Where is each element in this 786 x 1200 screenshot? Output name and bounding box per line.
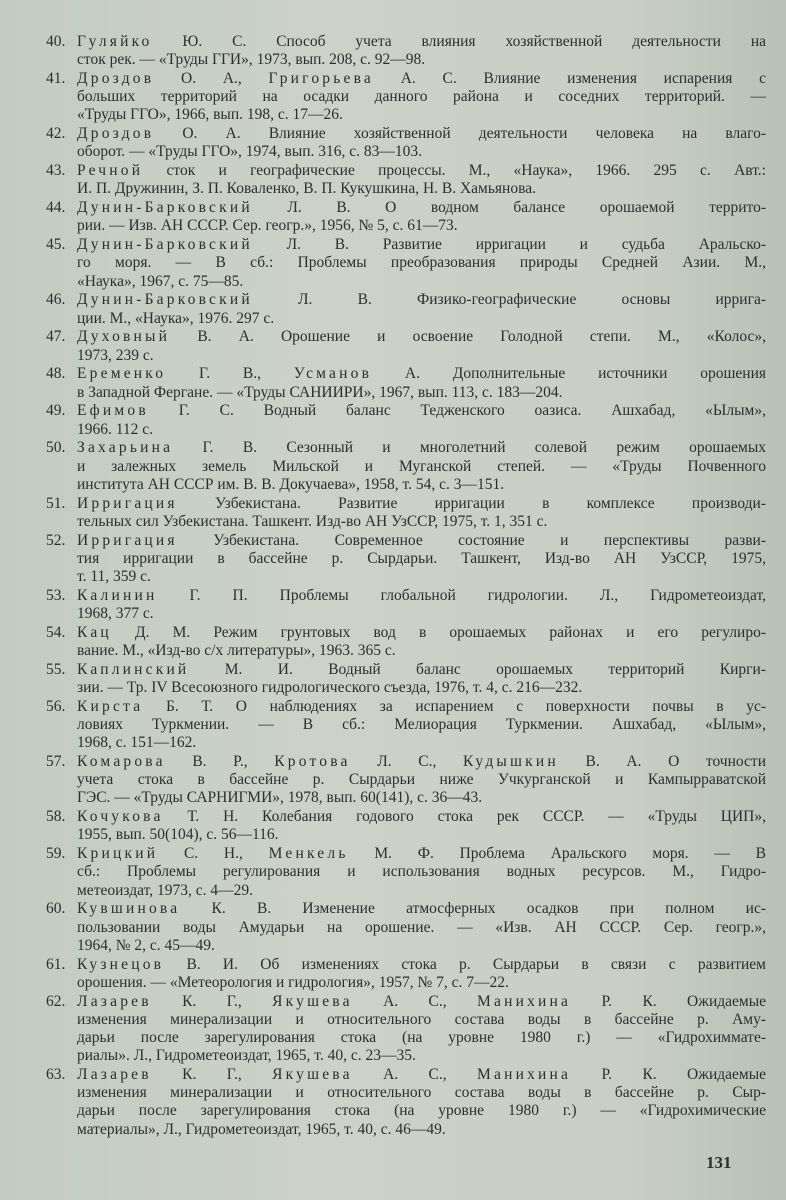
entry-author: Гуляйко bbox=[77, 33, 153, 50]
bibliography-entry bbox=[46, 402, 766, 438]
bibliography-entry bbox=[46, 495, 766, 531]
entry-number: 59. bbox=[46, 845, 66, 863]
bibliography-list bbox=[46, 33, 766, 1139]
entry-text: Л. В. О водном балансе орошаемой террито- bbox=[252, 199, 766, 217]
entry-line bbox=[77, 365, 766, 383]
bibliography-entry bbox=[46, 33, 766, 69]
entry-text: сток и географические процессы. М., «Наука», 1966. 295 с. Авт.: bbox=[143, 162, 766, 180]
entry-line bbox=[77, 587, 766, 605]
entry-text: Г. В., bbox=[166, 365, 294, 383]
entry-line: «Труды ГГО», 1966, вып. 198, с. 17—26. bbox=[77, 106, 343, 124]
entry-line bbox=[77, 845, 766, 863]
entry-line bbox=[77, 808, 766, 826]
entry-author: Речной bbox=[77, 162, 144, 180]
entry-text: В. А. О точности bbox=[558, 753, 766, 771]
entry-line: зии. — Тр. IV Всесоюзного гидрологического съезда, 1976, т. 4, с. 216—232. bbox=[77, 679, 583, 697]
entry-author: Усманов bbox=[293, 365, 373, 383]
bibliography-entry bbox=[46, 236, 766, 291]
entry-text: В. Р., bbox=[165, 753, 275, 771]
entry-author: Григорьева bbox=[268, 70, 374, 87]
page-number: 131 bbox=[706, 1153, 732, 1172]
bibliography-entry bbox=[46, 328, 766, 364]
entry-line: 1964, № 2, с. 45—49. bbox=[77, 936, 215, 954]
entry-text: Г. В. Сезонный и многолетний солевой режим орошаемых bbox=[173, 439, 766, 457]
entry-author: Комарова bbox=[77, 753, 166, 771]
entry-line: ции. М., «Наука», 1976. 297 с. bbox=[77, 309, 275, 327]
bibliography-entry bbox=[46, 845, 766, 900]
entry-line: «Наука», 1967, с. 75—85. bbox=[77, 272, 244, 290]
bibliography-entry bbox=[46, 1066, 766, 1139]
entry-line bbox=[77, 291, 766, 309]
entry-line bbox=[77, 624, 766, 642]
entry-author: Якушева bbox=[272, 992, 353, 1010]
bibliography-entry bbox=[46, 900, 766, 955]
entry-author: Лазарев bbox=[77, 992, 152, 1010]
entry-line bbox=[77, 698, 766, 716]
entry-text: А. С., bbox=[352, 992, 478, 1010]
entry-text: Л. В. Физико-географические основы ирригa- bbox=[252, 291, 766, 309]
entry-line bbox=[77, 439, 766, 457]
entry-line bbox=[77, 236, 766, 254]
entry-author: Дроздов bbox=[77, 70, 155, 87]
entry-author: Калинин bbox=[77, 586, 158, 604]
entry-text: Г. С. Водный баланс Тедженского оазиса. Ашхабад, «Ылым», bbox=[148, 402, 766, 420]
entry-line: пользовании воды Амударьи на орошение. — «Изв. АН СССР. Сер. геогр.», bbox=[77, 918, 766, 936]
entry-line: 1973, 239 с. bbox=[77, 346, 154, 364]
entry-text: Л. С., bbox=[350, 753, 463, 771]
entry-line: орошения. — «Метеорология и гидрология», 1957, № 7, с. 7—22. bbox=[77, 973, 509, 991]
entry-line: рии. — Изв. АН СССР. Сер. геогр.», 1956, № 5, с. 61—73. bbox=[77, 217, 458, 235]
entry-text: Р. К. Ожидаемые bbox=[571, 992, 766, 1010]
entry-line: И. П. Дружинин, З. П. Коваленко, В. П. Кукушкина, Н. В. Хамьянова. bbox=[77, 180, 536, 198]
entry-author: Ирригация bbox=[77, 494, 178, 512]
entry-number: 60. bbox=[46, 900, 66, 918]
entry-author: Дроздов bbox=[77, 125, 155, 143]
entry-line: больших территорий на осадки данного района и соседних территорий. — bbox=[77, 88, 766, 106]
entry-text: Г. П. Проблемы глобальной гидрологии. Л., Гидрометеоиздат, bbox=[157, 586, 766, 604]
entry-text: К. Г., bbox=[151, 1066, 273, 1084]
entry-number: 48. bbox=[46, 365, 66, 383]
entry-number: 41. bbox=[46, 70, 66, 87]
entry-line: оборот. — «Труды ГГО», 1974, вып. 316, с. 83—103. bbox=[77, 143, 423, 161]
entry-author: Еременко bbox=[77, 365, 167, 383]
entry-line: 1955, вып. 50(104), с. 56—116. bbox=[77, 826, 279, 844]
entry-text: К. В. Изменение атмосферных осадков при полном ис- bbox=[180, 900, 766, 918]
entry-number: 51. bbox=[46, 494, 66, 512]
entry-author: Крицкий bbox=[77, 845, 159, 863]
entry-author: Кирста bbox=[77, 697, 144, 715]
entry-number: 63. bbox=[46, 1066, 66, 1084]
entry-text: В. И. Об изменениях стока р. Сырдарьи в связи с развитием bbox=[164, 955, 766, 973]
entry-author: Захарьина bbox=[77, 439, 174, 457]
entry-author: Кудышкин bbox=[462, 753, 559, 771]
entry-text: Узбекистана. Современное состояние и перспективы разви- bbox=[177, 531, 766, 549]
entry-author: Кротова bbox=[274, 753, 351, 771]
entry-line bbox=[77, 993, 766, 1011]
entry-line: ГЭС. — «Труды САРНИГМИ», 1978, вып. 60(141), с. 36—43. bbox=[77, 789, 483, 807]
bibliography-entry bbox=[46, 532, 766, 587]
entry-number: 49. bbox=[46, 402, 66, 420]
bibliography-entry bbox=[46, 956, 766, 992]
bibliography-entry bbox=[46, 661, 766, 697]
entry-number: 45. bbox=[46, 236, 66, 254]
entry-line: вание. М., «Изд-во с/х литературы», 1963. 365 с. bbox=[77, 642, 396, 660]
entry-line: 1968, 377 с. bbox=[77, 605, 154, 623]
entry-line: го моря. — В сб.: Проблемы преобразования природы Средней Азии. М., bbox=[77, 254, 766, 272]
entry-author: Духовный bbox=[77, 328, 171, 346]
entry-line: материалы», Л., Гидрометеоиздат, 1965, т. 40, с. 46—49. bbox=[77, 1120, 446, 1138]
bibliography-entry bbox=[46, 808, 766, 844]
entry-line: изменения минерализации и относительного состава воды в бассейне р. Сыр- bbox=[77, 1084, 766, 1102]
entry-text: А. С. Влияние изменения испарения с bbox=[373, 70, 767, 87]
entry-text: О. А., bbox=[154, 70, 269, 87]
entry-author: Ефимов bbox=[77, 402, 149, 420]
bibliography-entry bbox=[46, 624, 766, 660]
entry-text: Ю. С. Способ учета влияния хозяйственной деятельности на bbox=[152, 33, 766, 50]
entry-line: в Западной Фергане. — «Труды САНИИРИ», 1967, вып. 113, с. 183—204. bbox=[77, 383, 563, 401]
entry-line bbox=[77, 33, 766, 51]
bibliography-entry bbox=[46, 125, 766, 161]
entry-author: Манихина bbox=[477, 1066, 572, 1084]
entry-number: 43. bbox=[46, 162, 66, 180]
entry-author: Лазарев bbox=[77, 1066, 152, 1084]
entry-line: метеоиздат, 1973, с. 4—29. bbox=[77, 881, 253, 899]
entry-author: Дунин-Барковский bbox=[77, 199, 253, 217]
bibliography-entry bbox=[46, 291, 766, 327]
entry-number: 46. bbox=[46, 291, 66, 309]
entry-author: Дунин-Барковский bbox=[77, 291, 253, 309]
entry-line bbox=[77, 900, 766, 918]
entry-text: В. А. Орошение и освоение Голодной степи. М., «Колос», bbox=[170, 328, 766, 346]
entry-number: 40. bbox=[46, 33, 66, 50]
entry-author: Дунин-Барковский bbox=[77, 236, 253, 254]
bibliography-entry bbox=[46, 993, 766, 1066]
entry-text: М. И. Водный баланс орошаемых территорий Кирги- bbox=[189, 660, 766, 678]
bibliography-entry bbox=[46, 70, 766, 125]
entry-number: 55. bbox=[46, 660, 66, 678]
entry-line: сб.: Проблемы регулирования и использования водных ресурсов. М., Гидро- bbox=[77, 863, 766, 881]
entry-line: дарьи после зарегулирования стока (на уровне 1980 г.) — «Гидрохимические bbox=[77, 1102, 766, 1120]
entry-text: О. А. Влияние хозяйственной деятельности человека на влаго- bbox=[154, 125, 766, 143]
entry-number: 56. bbox=[46, 697, 66, 715]
entry-author: Кузнецов bbox=[77, 955, 165, 973]
entry-line: учета стока в бассейне р. Сырдарьи ниже Учкурганской и Кампырраватской bbox=[77, 771, 766, 789]
entry-line: тия ирригации в бассейне р. Сырдарьи. Ташкент, Изд-во АН УзССР, 1975, bbox=[77, 549, 766, 567]
entry-text: Т. Н. Колебания годового стока рек СССР. — «Труды ЦИП», bbox=[163, 808, 766, 826]
entry-line: ловиях Туркмении. — В сб.: Мелиорация Туркмении. Ашхабад, «Ылым», bbox=[77, 716, 766, 734]
entry-text: А. Дополнительные источники орошения bbox=[372, 365, 766, 383]
entry-line: риалы». Л., Гидрометеоиздат, 1965, т. 40, с. 23—35. bbox=[77, 1047, 416, 1065]
entry-number: 52. bbox=[46, 531, 66, 549]
entry-author: Каплинский bbox=[77, 660, 190, 678]
entry-author: Кочукова bbox=[77, 808, 164, 826]
bibliography-entry bbox=[46, 439, 766, 494]
entry-line bbox=[77, 495, 766, 513]
entry-text: Л. В. Развитие ирригации и судьба Аральско- bbox=[252, 236, 766, 254]
entry-number: 57. bbox=[46, 753, 66, 771]
entry-author: Ирригация bbox=[77, 531, 178, 549]
entry-text: С. Н., bbox=[158, 845, 269, 863]
entry-text: А. С., bbox=[352, 1066, 478, 1084]
entry-text: Б. Т. О наблюдениях за испарением с поверхности почвы в ус- bbox=[143, 697, 766, 715]
entry-line: сток рек. — «Труды ГГИ», 1973, вып. 208, с. 92—98. bbox=[77, 51, 426, 69]
bibliography-entry bbox=[46, 365, 766, 401]
entry-line: изменения минерализации и относительного состава воды в бассейне р. Аму- bbox=[77, 1010, 766, 1028]
entry-line: тельных сил Узбекистана. Ташкент. Изд-во АН УзССР, 1975, т. 1, 351 с. bbox=[77, 512, 548, 530]
entry-line bbox=[77, 753, 766, 771]
entry-line bbox=[77, 199, 766, 217]
entry-line: дарьи после зарегулирования стока (на уровне 1980 г.) — «Гидрохиммате- bbox=[77, 1029, 766, 1047]
entry-number: 44. bbox=[46, 199, 66, 217]
bibliography-entry bbox=[46, 162, 766, 198]
entry-line bbox=[77, 661, 766, 679]
entry-number: 58. bbox=[46, 808, 66, 826]
bibliography-entry bbox=[46, 587, 766, 623]
entry-number: 61. bbox=[46, 955, 66, 973]
entry-line bbox=[77, 328, 766, 346]
entry-number: 50. bbox=[46, 439, 66, 457]
entry-text: Р. К. Ожидаемые bbox=[571, 1066, 766, 1084]
entry-number: 62. bbox=[46, 992, 66, 1010]
entry-line bbox=[77, 956, 766, 974]
bibliography-entry bbox=[46, 753, 766, 808]
entry-text: Д. М. Режим грунтовых вод в орошаемых районах и его регулиро- bbox=[111, 623, 766, 641]
entry-line: 1966. 112 с. bbox=[77, 420, 154, 438]
entry-text: Узбекистана. Развитие ирригации в комплексе производи- bbox=[177, 494, 766, 512]
bibliography-entry bbox=[46, 698, 766, 753]
entry-line bbox=[77, 70, 766, 88]
entry-author: Кувшинова bbox=[77, 900, 181, 918]
entry-line bbox=[77, 532, 766, 550]
entry-author: Менкель bbox=[268, 845, 349, 863]
entry-line: и залежных земель Мильской и Муганской степей. — «Труды Почвенного bbox=[77, 457, 766, 475]
entry-line: 1968, с. 151—162. bbox=[77, 734, 197, 752]
entry-line bbox=[77, 125, 766, 143]
entry-number: 47. bbox=[46, 328, 66, 346]
entry-line: т. 11, 359 с. bbox=[77, 568, 151, 586]
entry-author: Кац bbox=[77, 623, 112, 641]
entry-line bbox=[77, 162, 766, 180]
entry-number: 54. bbox=[46, 623, 66, 641]
entry-line bbox=[77, 402, 766, 420]
entry-line bbox=[77, 1066, 766, 1084]
entry-line: института АН СССР им. В. В. Докучаева», 1958, т. 54, с. 3—151. bbox=[77, 475, 505, 493]
entry-number: 42. bbox=[46, 125, 66, 143]
entry-author: Манихина bbox=[477, 992, 572, 1010]
entry-text: М. Ф. Проблема Аральского моря. — В bbox=[348, 845, 766, 863]
entry-text: К. Г., bbox=[151, 992, 273, 1010]
entry-number: 53. bbox=[46, 586, 66, 604]
entry-author: Якушева bbox=[272, 1066, 353, 1084]
bibliography-entry bbox=[46, 199, 766, 235]
